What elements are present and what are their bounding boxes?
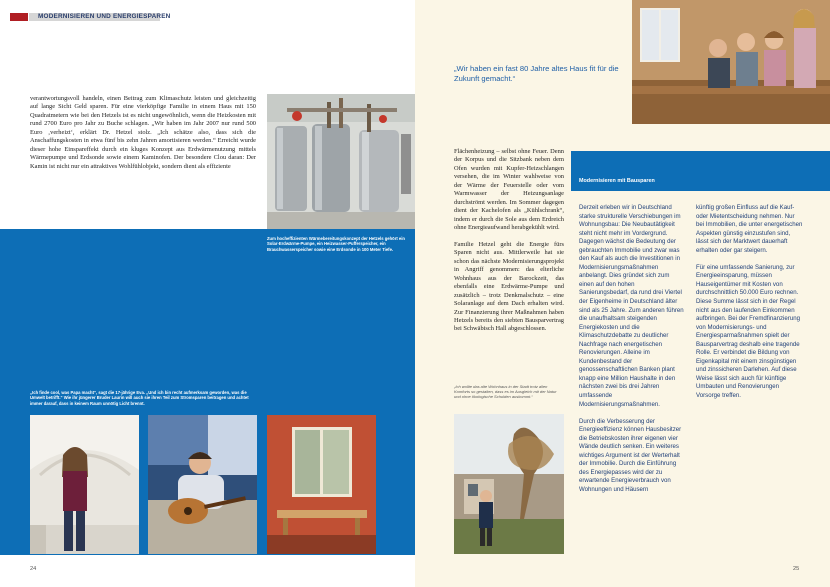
paragraph: verantwortungsvoll handeln, einen Beitrag zum Klimaschutz leisten und gleichzeitig auf lange Sicht Geld sparen. Für eine vierköpfige Familie in einem Haus mit 150 Quadratmetern wie bei den Hetzels ist es nicht ungewöhnlich, wenn die Heizkosten mit rund 2700 Euro pro Jahr zu Buche schlagen. „Wir haben im Jahr 2007 nur rund 500 Euro ‚verheizt‘, erklärt Dr. Hetzel stolz. „Ich schätze also, dass sich die Anschaffungskosten in etwa fünf bis zehn Jahren amortisieren werden.“ Erreicht wurde dieser hohe Einspareffekt durch ein kluges Konzept aus Erdwärmenutzung mittels Wärmepumpe und Erdsonde sowie einem Kaminofen. Der besondere Clou daran: Der Kamin ist nicht nur ein attraktives Wohlfühlobjekt, sondern dient als effiziente xyxy=(30,95,256,170)
paragraph: Familie Hetzel geht die Energie fürs Sparen nicht aus. Mittlerweile hat sie schon das nächste Modernisierungsprojekt in Angriff genommen: das elterliche Wohnhaus aus der Barockzeit, das ebenfalls eine Erdwärme-Pumpe und zusätzlich – trotz Denkmalschutz – eine Solaranlage auf dem Dach erhalten wird. Zur Finanzierung ihrer Maßnahmen haben Hetzels bereits den siebten Bausparvertrag bei Schwäbisch Hall abgeschlossen. xyxy=(454,240,564,333)
section-marker xyxy=(10,13,28,21)
paragraph: Derzeit erleben wir in Deutschland starke strukturelle Verschiebungen im Wohnungsbau: Die Neubautätigkeit steht nicht mehr im Vordergrund. Dagegen wächst die Bedeutung der gebrauchten Immobilie und zwar was den Kauf als auch die Investitionen in Modernisierungsmaßnahmen anbelangt. Dies gründet sich zum einen auf den hohen Sanierungsbedarf, da rund drei Viertel der Eigenheime in Deutschland älter sind als 25 Jahre. Zum anderen führen die unaufhaltsam steigenden Energiekosten und die Klimaschutzdebatte zu deutlicher Nachfrage nach energetischen Renovierungen. Alleine im Kundenbestand der genossenschaftlichen Banken plant knapp eine Million Haushalte in den nächsten zwei bis drei Jahren umfassende Modernisierungsmaßnahmen. xyxy=(579,204,684,408)
girl-photo xyxy=(30,415,139,554)
section-header: MODERNISIEREN UND ENERGIESPAREN xyxy=(38,13,171,20)
father-house-photo xyxy=(454,414,564,554)
pull-quote: „Wir haben ein fast 80 Jahre altes Haus fit für die Zukunft gemacht.“ xyxy=(454,64,619,83)
interior-photo xyxy=(267,415,376,554)
info-box-header xyxy=(571,151,830,191)
caption-father: „Ich wollte das alte Wohnhaus in der Stadt trotz allen Komforts so gestalten, dass es im Ausgleich mit der Natur und ohne ökologische Schulden auskommt.“ xyxy=(454,384,557,400)
paragraph: künftig großen Einfluss auf die Kauf- oder Mietentscheidung nehmen. Nur bei Immobilien, die unter energetischen Aspekten günstig einzustufen sind, lässt sich der Marktwert dauerhaft erhalten oder gar steigern. xyxy=(696,204,803,254)
family-photo xyxy=(632,0,830,124)
left-column-1 xyxy=(30,95,256,179)
paragraph: Durch die Verbesserung der Energieeffizienz können Hausbesitzer die Betriebskosten ihrer eigenen vier Wände deutlich senken. Ein weiteres wichtiges Argument ist der Werterhalt der Immobilie. Durch die Einführung des Energiepasses wird der zu erwartende Energieverbrauch von Wohnungen und Häusern xyxy=(579,417,682,493)
right-column-article xyxy=(454,148,564,342)
info-box-column-1 xyxy=(579,204,686,503)
info-box-title: Modernisieren mit Bausparen xyxy=(579,178,655,184)
caption-heating: Zum hocheffizienten Wärmebereitungskonzept der Hetzels gehört ein Solar-Erdwärme-Pumpe, ein Heizwasser-Pufferspeicher, ein Brauchwasserspeicher sowie eine Erdsonde in 100 Meter Tiefe. xyxy=(267,236,405,252)
paragraph: Flächenheizung – selbst ohne Feuer. Denn der Korpus und die Sitzbank neben dem Ofen wurden mit Kupfer-Heizschlangen versehen, die im Winter wahlweise von der Wärme der Feuerstelle oder vom Warmwasser der Heizungsanlage durchströmt werden. Im Sommer dagegen dient der Kachelofen als „Kühlschrank“, indem er durch die Sole aus dem Erdreich ohne Energieaufwand herabgekühlt wird. xyxy=(454,148,564,232)
caption-eva: „Ich finde cool, was Papa macht“, sagt die 17-jährige Eva. „Und ich bin recht aufmerksam geworden, was die Umwelt betrifft.“ Wie ihr jüngerer Bruder Laurin will auch sie ihren Teil zum Stromsparen beitragen und achtet immer darauf, dass in keinem Raum unnötig Licht brennt. xyxy=(30,390,249,406)
page-number-left: 24 xyxy=(30,566,37,572)
guitar-photo xyxy=(148,415,257,554)
paragraph: Für eine umfassende Sanierung, zur Energieeinsparung, müssen Hauseigentümer mit Kosten von durchschnittlich 50.000 Euro rechnen. Diese Summe lässt sich in der Regel nicht aus den laufenden Einkommen aufbringen. Bei der Fremdfinanzierung von Modernisierungs- und Energiesparmaßnahmen spielt der Bausparvertrag deshalb eine tragende Rolle. Er verbindet die Bildung von Eigenkapital mit einem zinsgünstigen und zinssicheren Darlehen. Auf diese Weise lässt sich auch für künftige Umbauten und Renovierungen Vorsorge treffen. xyxy=(696,263,800,399)
page-number-right: 25 xyxy=(793,566,800,572)
heating-system-photo xyxy=(267,94,415,229)
info-box-column-2 xyxy=(696,204,803,409)
